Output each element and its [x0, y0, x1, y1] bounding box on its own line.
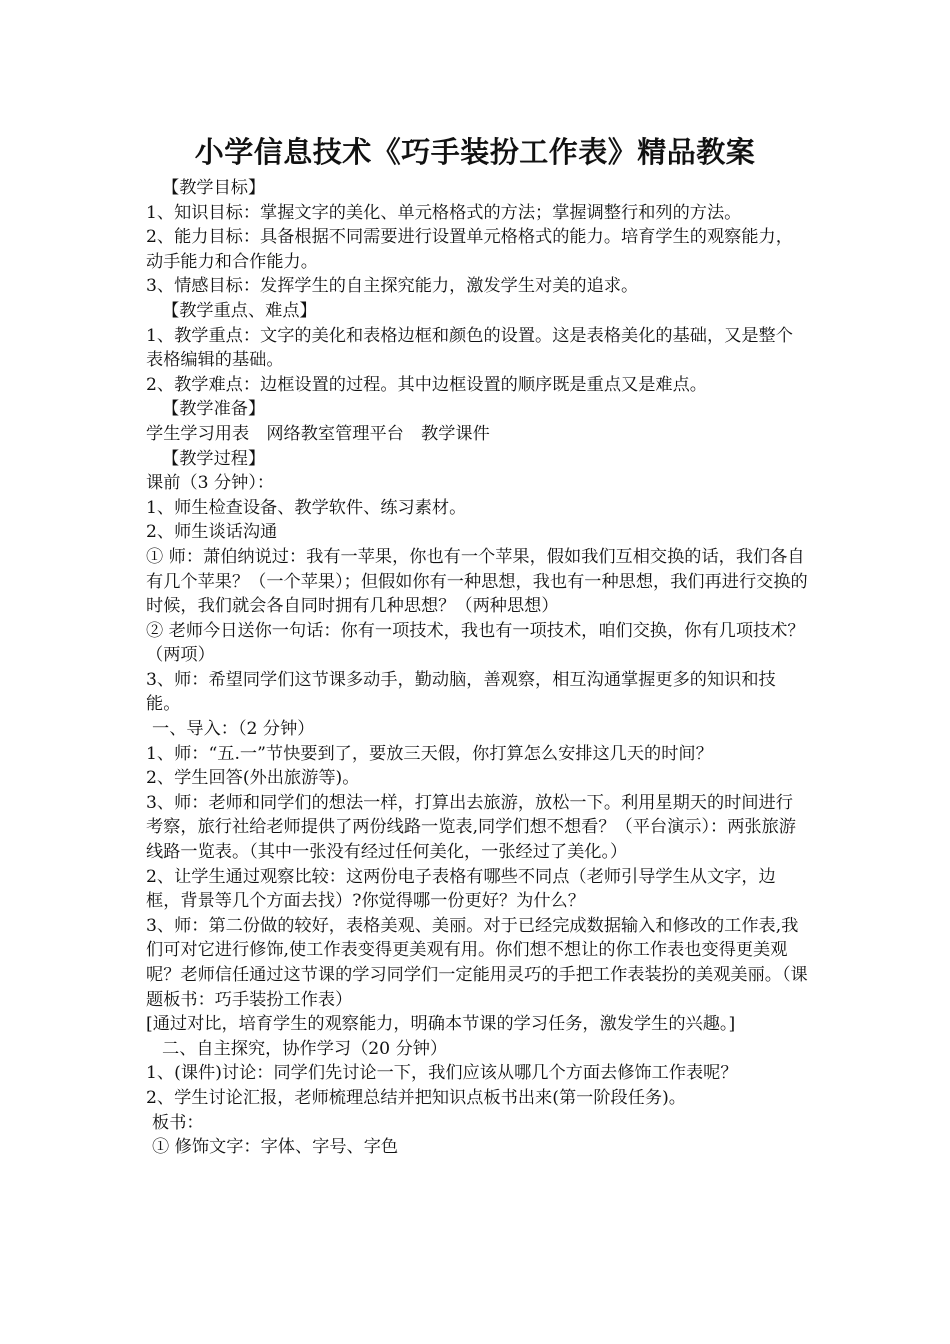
paragraph: 【教学准备】 — [162, 399, 266, 420]
document-body — [146, 176, 810, 1160]
paragraph: 3、情感目标：发挥学生的自主探究能力，激发学生对美的追求。 — [146, 276, 639, 297]
paragraph: 2、让学生通过观察比较：这两份电子表格有哪些不同点（老师引导学生从文字，边框，背景等几个方面去找）?你觉得哪一份更好？为什么？ — [146, 866, 776, 912]
paragraph: 板书： — [152, 1112, 204, 1133]
paragraph: ① 修饰文字：字体、字号、字色 — [152, 1137, 399, 1158]
paragraph: 2、教学难点：边框设置的过程。其中边框设置的顺序既是重点又是难点。 — [146, 374, 707, 395]
paragraph: 【教学目标】 — [162, 178, 266, 198]
paragraph: 3、师：希望同学们这节课多动手，勤动脑，善观察，相互沟通掌握更多的知识和技能。 — [146, 669, 776, 715]
paragraph: 学生学习用表 网络教室管理平台 教学课件 — [146, 423, 490, 444]
paragraph: 1、教学重点：文字的美化和表格边框和颜色的设置。这是表格美化的基础，又是整个表格编辑的基础。 — [146, 325, 793, 371]
paragraph: 3、师：老师和同学们的想法一样，打算出去旅游，放松一下。利用星期天的时间进行考察，旅行社给老师提供了两份线路一览表,同学们想不想看？（平台演示）：两张旅游线路一览表。（其中一张没有经过任何美化，一张经过了美化。） — [146, 792, 796, 863]
paragraph: 1、师生检查设备、教学软件、练习素材。 — [146, 497, 467, 518]
paragraph: 二、自主探究，协作学习（20 分钟） — [162, 1038, 448, 1059]
paragraph: 1、(课件)讨论：同学们先讨论一下，我们应该从哪几个方面去修饰工作表呢？ — [146, 1063, 738, 1084]
paragraph: [通过对比，培育学生的观察能力，明确本节课的学习任务，激发学生的兴趣。] — [146, 1014, 736, 1035]
paragraph: 2、师生谈话沟通 — [146, 522, 278, 543]
paragraph: 2、能力目标：具备根据不同需要进行设置单元格格式的能力。培育学生的观察能力，动手能力和合作能力。 — [146, 227, 793, 272]
paragraph: 3、师：第二份做的较好，表格美观、美丽。对于已经完成数据输入和修改的工作表,我们可对它进行修饰,使工作表变得更美观有用。你们想不想让的你工作表也变得更美观呢？老师信任通过这节课的学习同学们一定能用灵巧的手把工作表装扮的美观美丽。（课题板书：巧手装扮工作表） — [146, 915, 808, 1010]
paragraph: 【教学重点、难点】 — [162, 300, 317, 321]
paragraph: 2、学生讨论汇报，老师梳理总结并把知识点板书出来(第一阶段任务)。 — [146, 1087, 686, 1108]
paragraph: 一、导入：（2 分钟） — [152, 719, 315, 740]
document-title: 小学信息技术《巧手装扮工作表》精品教案 — [194, 135, 756, 169]
paragraph: ② 老师今日送你一句话：你有一项技术，我也有一项技术，咱们交换，你有几项技术？（两项） — [146, 620, 805, 666]
paragraph: 课前（3 分钟）： — [146, 473, 275, 494]
paragraph: 2、学生回答(外出旅游等)。 — [146, 768, 360, 789]
paragraph: ① 师：萧伯纳说过：我有一苹果，你也有一个苹果，假如我们互相交换的话，我们各自有几个苹果？（一个苹果）；但假如你有一种思想，我也有一种思想，我们再进行交换的时候，我们就会各自同时拥有几种思想？（两种思想） — [146, 546, 808, 617]
paragraph: 【教学过程】 — [162, 448, 266, 469]
paragraph: 1、师：“五.一”节快要到了，要放三天假，你打算怎么安排这几天的时间？ — [146, 743, 713, 764]
paragraph: 1、知识目标：掌握文字的美化、单元格格式的方法；掌握调整行和列的方法。 — [146, 202, 742, 223]
